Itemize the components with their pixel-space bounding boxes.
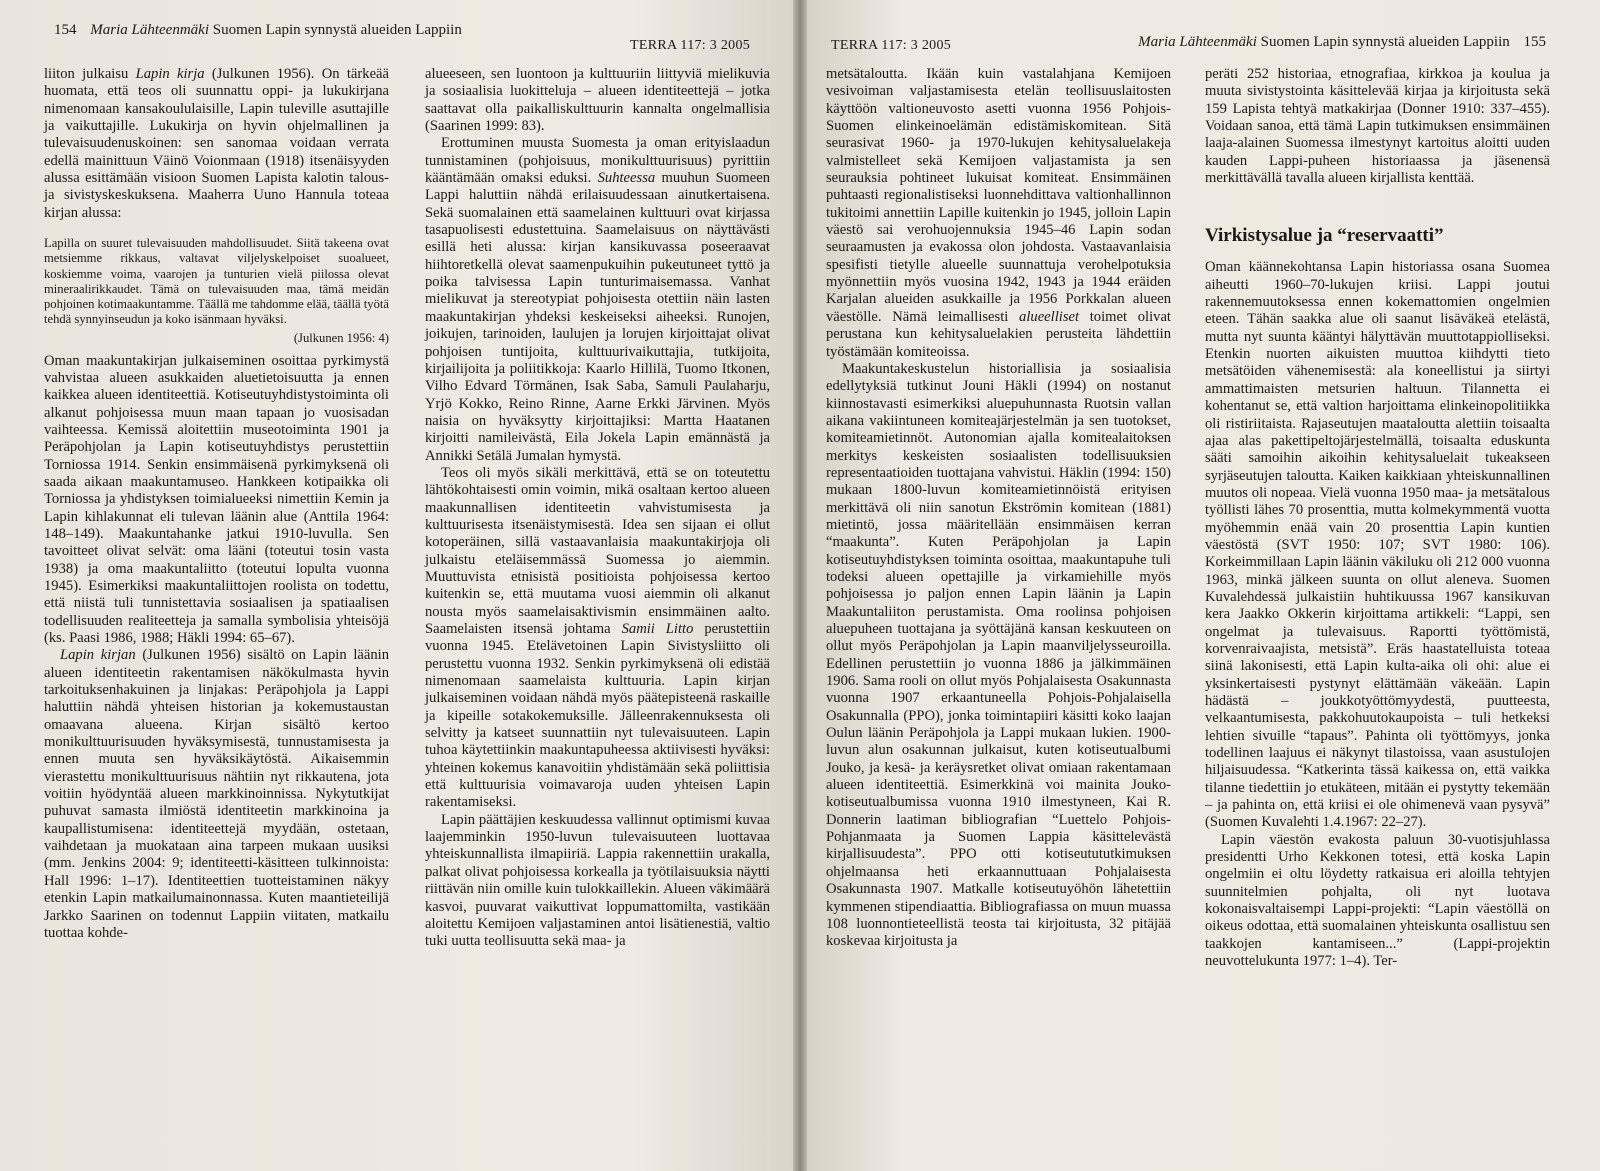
quote-text: Lapilla on suuret tulevaisuuden mahdollisuudet. Siitä takeena ovat metsiemme rikkaus, valtavat viljelyskelpoiset suoalueet, koskiemme voima, vaarojen ja tunturien vielä piilossa olevat mineraalirikkaudet. Tämä on tulevaisuuden maa, tämä meidän pohjoinen kotimaakuntamme. Täällä me tahdomme elää, täällä työtä tehdä synnyinseudun ja koko isänmaan hyväksi. [44, 236, 389, 327]
quote-source: (Julkunen 1956: 4) [293, 331, 389, 346]
left-header-title: Suomen Lapin synnystä alueiden Lappiin [212, 22, 462, 38]
right-running-head [1138, 34, 1556, 51]
right-page [807, 0, 1600, 1171]
right-column-2 [1205, 66, 1550, 971]
text-run: muuhun Suomeen Lappi haluttiin nähdä erilaisuudessaan ainutkertaisena. Sekä suomalainen että saamelainen kulttuuri ovat kirjassa tasapuolisesti edustettuina. Saamelaisuus on näyttävästi esillä heti alussa: kirjan kansikuvassa poseeraavat hiihtoretkellä olevat saamenpukuihin pukeutuneet tyttö ja poika talvisessa Lapin tunturimaisemassa. Vanhat mielikuvat ja stereotypiat pohjoisesta otettiin näin lasten maakuntakirjan yhdeksi keskeiseksi aiheeksi. Runojen, joikujen, tarinoiden, laulujen ja lorujen kirjoittajat olivat pohjoisen tuntijoita, kulttuurivaikuttajia, tutkijoita, kirjailijoita ja poliitikkoja: Kaarlo Hillilä, Tuomo Itkonen, Vilho Edvard Törmänen, Isak Saba, Samuli Paulaharju, Yrjö Kokko, Reino Rinne, Aarne Erkki Järvinen. Myös naisia on hyväksytty kirjoittajiksi: Martta Haatanen kirjoitti namileivästä, Eila Jokela Lapin emännästä ja Annikki Setälä Jumalan hymystä. [425, 170, 770, 464]
paragraph: Oman maakuntakirjan julkaiseminen osoittaa pyrkimystä vahvistaa alueen asukkaiden aluetietoisuutta ja ennen kaikkea alueen identiteettiä. Kotiseutuyhdistystoiminta oli alkanut pohjoisessa muun maan tapaan jo vuosisadan vaihteessa. Kemissä aloitettiin museotoiminta 1901 ja Peräpohjolan ja Lapin kotiseutuyhdistys perustettiin Torniossa 1914. Senkin ensimmäisenä pyrkimyksenä oli saada aikaan maakuntamuseo. Hankkeen kotipaikka oli Torniossa ja yhdistyksen toimialueeksi nimettiin Kemin ja Lapin kihlakunnat eli tulevan läänin alue (Anttila 1964: 148–149). Maakuntahanke jatkui 1910-luvulla. Sen tavoitteet olivat selvät: oma lääni (toteutui tosin vasta 1938) ja oma maakuntaliitto (toteutui lopulta vuonna 1945). Esimerkiksi maakuntaliittojen roolista on todettu, että niistä tuli tunnistettavia sosiaalisen ja spatiaalisen todellisuuden realiteetteja ja samalla symbolisia yhteisöjä (ks. Paasi 1986, 1988; Häkli 1994: 65–67). [44, 352, 389, 647]
text-run: Teos oli myös sikäli merkittävä, että se on toteutettu lähtökohtaisesti omin voimin, mikä osaltaan kertoo alueen maakunnallisen identiteetin vahvistumisesta ja kulttuurisesta itsenäistymisestä. Idea sen sijaan ei ollut kotoperäinen, sillä vastaavanlaisia maakuntakirjoja oli julkaistu eteläisemmässä Suomessa jo aiemmin. Muuttuvista etnisistä positioista pohjoisessa kertoo kuitenkin se, että muutama vuosi aiemmin oli alkanut nousta myös saamelaisaktivismin ensimmäinen aalto. Saamelaisten itsensä johtama [425, 464, 770, 637]
paragraph [826, 66, 1171, 361]
section-heading: Virkistysalue ja “reservaatti” [1205, 225, 1444, 247]
italic-word: alueelliset [1019, 308, 1080, 325]
block-quote [44, 236, 389, 346]
paragraph: Maakuntakeskustelun historiallisia ja sosiaalisia edellytyksiä tutkinut Jouni Häkli (1994) on nostanut kiinnostavasti esimerkiksi aluepuhunnasta Ruotsin vallan aikana vakiintuneen komiteajärjestelmän ja sen tuotokset, komiteamietinnöt. Autonomian ajalla komitealaitoksen merkitys keskeisten sosiaalisten todellisuuksien representaatioiden tuottajana vahvistui. Häklin (1994: 150) mukaan 1800-luvun komiteamietinnöistä erityisen merkittävä oli niin sanotun Ekströmin komitean (1881) mietintö, jossa määritellään ensimmäisen kerran “maakunta”. Kuten Peräpohjolan ja Lapin kotiseutuyhdistyksen toiminta osoittaa, maakuntapuhe tuli todeksi alueen opettajille ja virkamiehille myös pohjoisessa jo paljon ennen Lapin läänin ja Lapin Maakuntaliiton perustamista. Oma roolinsa pohjoisen aluepuheen tuottajana ja syöttäjänä kansan keskuuteen on ollut myös Peräpohjolan ja Lapin maanviljelysseuroilla. Edellinen perustettiin jo vuonna 1886 ja jälkimmäinen 1906. Sama rooli on ollut myös Pohjalaisesta Osakunnasta vuonna 1907 erkaantuneella Pohjois-Pohjalaisella Osakunnalla (PPO), jonka toimintapiiri käsitti koko laajan Oulun läänin Peräpohjola ja Lappi mukaan lukien. 1900-luvun alun osakunnan julkaisut, kuten kotiseutualbumi Jouko, ja kesä- ja keräysretket olivat omiaan rakentamaan alueen identiteettiä. Esimerkkinä voi mainita Jouko-kotiseutualbumissa vuonna 1910 ilmestyneen, Kai R. Donnerin laatiman bibliografian “Luettelo Pohjois-Pohjanmaata ja Suomen Lappia käsittelevästä kirjallisuudesta”. PPO otti kotiseutututkimuksen ohjelmaansa heti erkaannuttuaan Pohjalaisesta Osakunnasta 1907. Matkalle kotiseutuyöhön lähetettiin kymmenen stipendiaattia. Bibliografiassa on muun muassa 108 luonnontieteellistä teosta tai kirjoitusta, 32 pitäjää koskevaa kirjoitusta ja [826, 360, 1171, 950]
right-page-number: 155 [1523, 34, 1546, 50]
left-column-1 [44, 66, 389, 942]
text-run: metsätaloutta. Ikään kuin vastalahjana Kemijoen vesivoiman valjastamisesta etelän teollisuuslaitosten käyttöön valtioneuvosto asetti vuonna 1956 Pohjois-Suomen elinkeinoelämän edistämiskomitean. Sitä seurasivat 1960- ja 1970-lukujen kehitysaluelakeja valmistelleet sekä Kemijoen valjastamista ja sen seurauksia pohtineet lukuisat komiteat. Ensimmäinen puhtaasti regionalistiseksi luonnehdittava valtionhallinnon tukitoimi annettiin Lapille kuitenkin jo 1945, jolloin Lapin väestö sai verohuojennuksia 1945–46 Lapin sodan seuraamusten ja evakossa olon johdosta. Vastaavanlaisia spesifisti tietylle alueelle suunnattuja verohelpotuksia myönnettiin myös vuosina 1942, 1943 ja 1944 eräiden Karjalan alueiden asukkaille ja 1956 Porkkalan alueen väestölle. Nämä leimallisesti [826, 66, 1171, 325]
paragraph: Lapin päättäjien keskuudessa vallinnut optimismi kuvaa laajemminkin 1950-luvun tulevaisuuteen luottavaa yhteiskunnallista ilmapiiriä. Lappia rakennettiin urakalla, palkat olivat pohjoisessa korkealla ja työtilaisuuksia näytti riittävän niin omille kuin tulokkaillekin. Alueen väkimäärä kasvoi, puuvarat vaikuttivat loppumattomilta, vastikään aloitettu Kemijoen valjastaminen antoi lisätienestiä, valtio tuki uutta teollisuutta sekä maa- ja [425, 811, 770, 950]
left-column-2 [425, 66, 770, 951]
italic-title: Samii Litto [621, 621, 694, 637]
right-header-title: Suomen Lapin synnystä alueiden Lappiin [1260, 34, 1510, 50]
paragraph: Lapin väestön evakosta paluun 30-vuotisjuhlassa presidentti Urho Kekkonen totesi, että koska Lapin ongelmiin ei oltu löydetty ratkaisua eri aloilla tehtyjen suunnitelmien pohjalta, oli nyt luotava kokonaisvaltaisempi Lappi-projekti: “Lapin väestöllä on oikeus odottaa, että suomalainen yhteiskunta osallistuu sen taakkojen kantamiseen...” (Lappi-projektin neuvottelukunta 1977: 1–4). Ter- [1205, 831, 1550, 970]
right-column-1 [826, 66, 1171, 951]
left-page-number: 154 [54, 22, 77, 38]
text-run: toimet olivat perustana kun kehitysaluelakien perusteita lähdettiin työstämään komiteoissa. [826, 308, 1171, 360]
paragraph: alueeseen, sen luontoon ja kulttuuriin liittyviä mielikuvia ja sosiaalisia luokitteluja – alueen identiteettejä – jotka saattavat olla paikalliskulttuurin kannalta ongelmallisia (Saarinen 1999: 83). [425, 66, 770, 135]
paragraph: Oman käännekohtansa Lapin historiassa osana Suomea aiheutti 1960–70-lukujen kriisi. Lappi joutui rakennemuutoksessa ennen kokemattomien ongelmien eteen. Tähän saakka alue oli saanut lisäväkeä etelästä, mutta nyt suunta kääntyi hälyttävän muuttotappiolliseksi. Etenkin nuorten aikuisten muuttoa kiihdytti tieto metsätöiden vähenemisestä: ala koneellistui ja siirtyi ammattimaisten metsurien haltuun. Tilannetta ei kohentanut se, että valtion harjoittama elinkeinopolitiikka oli ristiriitaista. Rajaseutujen maataloutta alettiin toisaalta ajaa alas pakettipeltojärjestelmällä, toisaalta eduskunta sääti samoihin aikoihin kehitysaluelait tukeakseen syrjäseutujen taloutta. Kaiken kaikkiaan yhteiskunnallinen muutos oli nopeaa. Vielä vuonna 1950 maa- ja metsätalous työllisti lähes 70 prosenttia, mutta kolmekymmentä vuotta myöhemmin enää vain 20 prosenttia Lapin kuntien väestöstä (SVT 1950: 107; SVT 1980: 106). Korkeimmillaan Lapin läänin väkiluku oli 212 000 vuonna 1963, minkä jälkeen suunta on ollut aleneva. Suomen Kuvalehdessä julkaistiin huhtikuussa 1967 kansikuvan kera Jaakko Okkerin kirjoittama artikkeli: “Lappi, sen ongelmat ja tulevaisuus. Raportti työttömistä, korvenraivaajista, metsistä”. Eräs haastatelluista toteaa siinä lakonisesti, että Lapin kulta-aika oli ohi: alue ei yksinkertaisesti pystynyt elättämään väkeään. Lapin hädästä – joukkotyöttömyydestä, puutteesta, velkaantumisesta, pakkohuutokaupoista – tuli hetkeksi lehtien sivuille “tapaus”. Pahinta oli työttömyys, jonka todellinen laajuus ei näkynyt tilastoissa, vaan asustulojen hiljaisuudessa. “Katkerinta tässä kaikessa on, että vaikka tilanne tiedettiin jo etukäteen, mitään ei pystytty tekemään – ja pahinta on, että kriisi ei ole ohimenevä vaan pysyvä” (Suomen Kuvalehti 1.4.1967: 22–27). [1205, 259, 1550, 831]
text-run: perustettiin vuonna 1945. Etelävetoinen Lapin Sivistysliitto oli perustettu vuonna 1932. Senkin pyrkimyksenä oli edistää nimenomaan saamelaista kulttuuria. Lapin kirjan julkaiseminen voidaan nähdä myös päätepisteenä raskaille ja kipeille sotakokemuksille. Jälleenrakennuksesta oli selvitty ja katseet suunnattiin nyt tulevaisuuteen. Lapin tuhoa käytettiinkin maakuntapuheessa aktiivisesti hyväksi: yhteinen kokemus kanavoitiin yhdistämään sekä poliittisia että kulttuurisia voimavaroja uuden yhteisen Lapin rakentamiseksi. [425, 621, 771, 811]
left-page [0, 0, 793, 1171]
paragraph [44, 647, 389, 942]
paragraph [44, 66, 389, 222]
paragraph [425, 135, 770, 465]
book-gutter [793, 0, 807, 1171]
left-journal-label: TERRA 117: 3 2005 [630, 38, 751, 53]
right-header-author: Maria Lähteenmäki [1138, 34, 1257, 50]
right-journal-label: TERRA 117: 3 2005 [831, 38, 952, 53]
paragraph [425, 465, 770, 812]
italic-word: Suhteessa [597, 170, 656, 187]
text-run: (Julkunen 1956). On tärkeää huomata, että teos oli suunnattu oppi- ja lukukirjana nimenomaan kansakoululaisille, Lapin tuleville asuttajille ja vaikuttajille. Lukukirja on hyvin ohjelmallinen ja tulevaisuudenuskoinen: sen sanomaa voidaan verrata edellä mainittuun Väinö Voionmaan (1918) itsenäisyyden alussa esittämään visioon Suomen Lapista kalotin talous- ja sivistyskeskuksena. Maaherra Uuno Hannula toteaa kirjan alussa: [44, 66, 389, 221]
text-run: liiton julkaisu [44, 66, 136, 82]
italic-title: Lapin kirja [135, 66, 205, 82]
left-running-head [44, 22, 462, 39]
left-header-author: Maria Lähteenmäki [90, 22, 209, 38]
text-run: Erottuminen muusta Suomesta ja oman erityislaadun tunnistaminen (pohjoisuus, monikulttuurisuus) pyrittiin kääntämään omaksi eduksi. [425, 135, 770, 187]
paragraph: peräti 252 historiaa, etnografiaa, kirkkoa ja koulua ja muuta sivistystointa käsittelevää kirjaa ja kirjoitusta sekä 159 Lapista tehtyä matkakirjaa (Donner 1910: 337–455). Voidaan sanoa, että tämä Lapin tutkimuksen ensimmäinen laaja-alainen Suomessa ilmestynyt kartoitus aloitti uuden kauden Lappi-puheen historiaassa ja jäsenensä merkittävällä tavalla alueen kirjallista kenttää. [1205, 66, 1550, 187]
italic-title: Lapin kirjan [60, 647, 136, 664]
text-run: (Julkunen 1956) sisältö on Lapin läänin alueen identiteetin rakentamisen näkökulmasta hyvin tarkoituksenhakuinen ja linjakas: Peräpohjola ja Lappi haluttiin nähdä yhteisen historian ja kokemustaustan omaavana alueena. Kirjan sisältö kertoo monikulttuurisuuden hyväksymisestä, tunnustamisesta ja ennen muuta sen hyväksikäytöstä. Aikaisemmin vierastettu monikulttuurisuus nähtiin nyt rikkautena, jota voitiin hyödyntää alueen markkinoinnissa. Nykytutkijat puhuvat samasta ilmiöstä identiteetin markkinoina ja kaupallistumisena: identiteettejä myydään, ostetaan, vaihdetaan ja muokataan aina tarpeen mukaan uusiksi (mm. Jenkins 2004: 9; identiteetti-käsitteen tulkinnoista: Hall 1996: 1–17). Identiteettien tuotteistaminen näkyy etenkin Lapin matkailumainonnassa. Kuten maantieteilijä Jarkko Saarinen on todennut Lappiin viitaten, matkailu tuottaa kohde- [44, 647, 389, 941]
